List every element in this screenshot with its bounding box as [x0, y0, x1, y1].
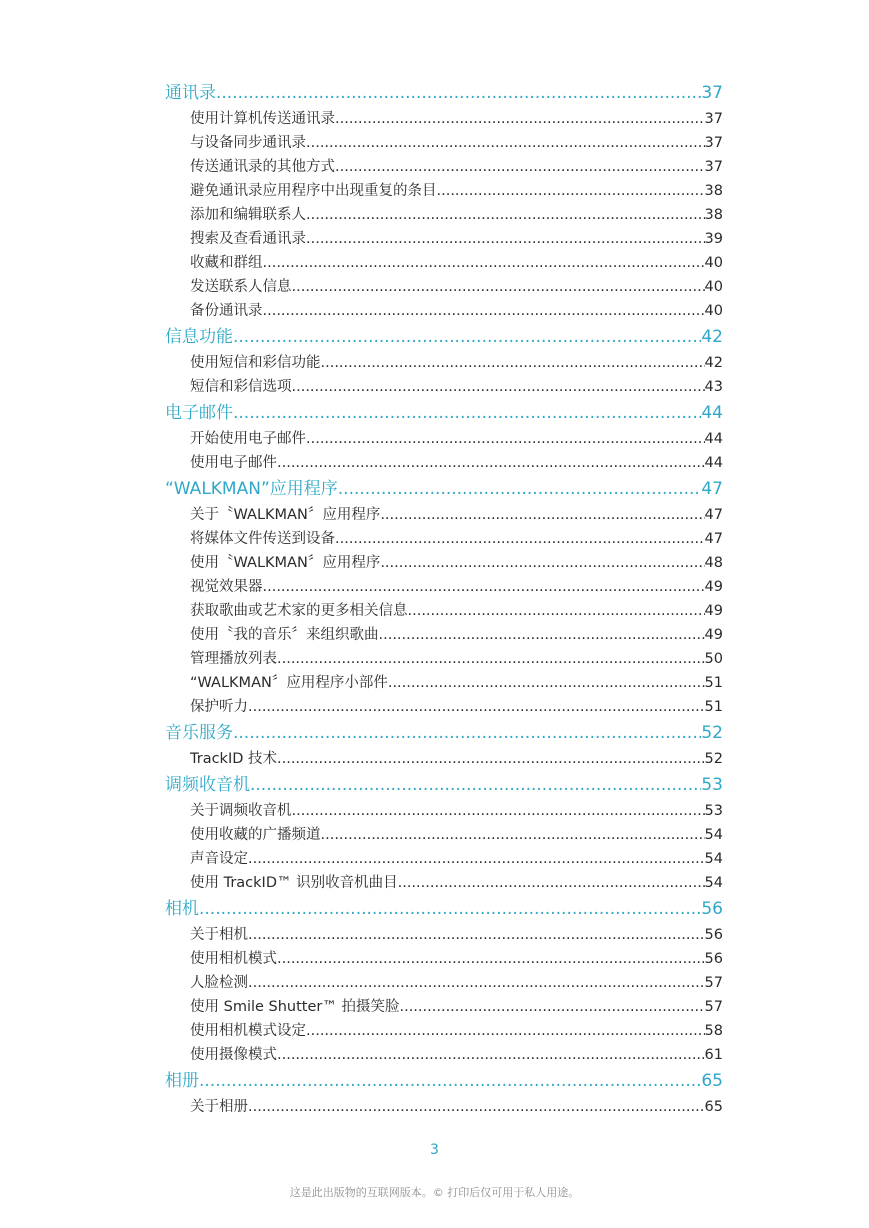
toc-entry-page: 65 — [704, 1099, 723, 1115]
toc-entry[interactable] — [165, 179, 723, 203]
toc-entry-page: 51 — [704, 699, 723, 715]
toc-entry-page: 47 — [704, 507, 723, 523]
dot-leader — [321, 351, 705, 375]
toc-heading[interactable] — [165, 772, 723, 799]
toc-heading[interactable] — [165, 1068, 723, 1095]
toc-entry-title: 使用 Smile Shutter™ 拍摄笑脸 — [190, 999, 400, 1015]
toc-entry[interactable] — [165, 923, 723, 947]
toc-entry-page: 61 — [704, 1047, 723, 1063]
toc-entry-page: 43 — [704, 379, 723, 395]
toc-entry-page: 49 — [704, 579, 723, 595]
toc-entry-page: 37 — [704, 159, 723, 175]
dot-leader — [248, 695, 705, 719]
toc-section — [165, 80, 723, 323]
toc-entry[interactable] — [165, 107, 723, 131]
toc-entry[interactable] — [165, 527, 723, 551]
toc-heading-title: 电子邮件 — [165, 403, 233, 423]
toc-entry-title: 声音设定 — [190, 851, 248, 867]
toc-entry[interactable] — [165, 671, 723, 695]
toc-entry-title: 人脸检测 — [190, 975, 248, 991]
toc-entry-title: 使用摄像模式 — [190, 1047, 277, 1063]
toc-section — [165, 324, 723, 399]
dot-leader — [388, 671, 705, 695]
toc-entry-page: 40 — [704, 255, 723, 271]
toc-entry-page: 42 — [704, 355, 723, 371]
dot-leader — [379, 623, 705, 647]
dot-leader — [292, 799, 705, 823]
toc-entry-title: 收藏和群组 — [190, 255, 263, 271]
toc-entry[interactable] — [165, 947, 723, 971]
toc-heading-page: 37 — [701, 83, 723, 103]
toc-heading-page: 42 — [701, 327, 723, 347]
toc-heading-title: 信息功能 — [165, 327, 233, 347]
dot-leader — [277, 947, 705, 971]
dot-leader — [335, 107, 705, 131]
dot-leader — [277, 747, 705, 771]
dot-leader — [335, 527, 705, 551]
dot-leader — [306, 227, 705, 251]
toc-section — [165, 1068, 723, 1119]
toc-entry[interactable] — [165, 799, 723, 823]
dot-leader — [398, 871, 705, 895]
toc-section — [165, 400, 723, 475]
toc-entry[interactable] — [165, 823, 723, 847]
toc-section — [165, 896, 723, 1067]
toc-entry-page: 49 — [704, 627, 723, 643]
toc-entry[interactable] — [165, 227, 723, 251]
dot-leader — [277, 451, 705, 475]
dot-leader — [408, 599, 705, 623]
toc-entry[interactable] — [165, 1043, 723, 1067]
toc-entry-title: 使用 TrackID™ 识别收音机曲目 — [190, 875, 398, 891]
toc-entry-page: 40 — [704, 303, 723, 319]
dot-leader — [399, 995, 704, 1019]
toc-entry-page: 44 — [704, 455, 723, 471]
dot-leader — [338, 476, 702, 503]
toc-heading[interactable] — [165, 400, 723, 427]
toc-heading[interactable] — [165, 896, 723, 923]
toc-entry-title: 将媒体文件传送到设备 — [190, 531, 335, 547]
toc-entry[interactable] — [165, 1095, 723, 1119]
toc-entry-page: 47 — [704, 531, 723, 547]
toc-heading-title: 调频收音机 — [165, 775, 250, 795]
dot-leader — [277, 1043, 705, 1067]
dot-leader — [233, 720, 701, 747]
dot-leader — [263, 299, 705, 323]
toc-entry[interactable] — [165, 251, 723, 275]
toc-heading-title: 相册 — [165, 1071, 199, 1091]
toc-entry[interactable] — [165, 995, 723, 1019]
toc-entry[interactable] — [165, 695, 723, 719]
dot-leader — [250, 772, 701, 799]
dot-leader — [321, 823, 705, 847]
table-of-contents — [165, 80, 723, 1120]
toc-entry[interactable] — [165, 747, 723, 771]
toc-entry-title: 使用计算机传送通讯录 — [190, 111, 335, 127]
toc-entry-title: 使用电子邮件 — [190, 455, 277, 471]
toc-entry-title: 使用收藏的广播频道 — [190, 827, 321, 843]
toc-entry-page: 38 — [704, 207, 723, 223]
toc-entry[interactable] — [165, 155, 723, 179]
toc-heading-title: 音乐服务 — [165, 723, 233, 743]
toc-heading-page: 65 — [701, 1071, 723, 1091]
toc-entry-page: 52 — [704, 751, 723, 767]
toc-entry[interactable] — [165, 351, 723, 375]
dot-leader — [380, 503, 704, 527]
dot-leader — [437, 179, 705, 203]
toc-entry-page: 48 — [704, 555, 723, 571]
toc-entry[interactable] — [165, 647, 723, 671]
toc-entry-title: 关于相册 — [190, 1099, 248, 1115]
toc-entry-title: 使用短信和彩信功能 — [190, 355, 321, 371]
toc-entry-page: 56 — [704, 951, 723, 967]
toc-entry-title: 开始使用电子邮件 — [190, 431, 306, 447]
dot-leader — [263, 575, 705, 599]
toc-entry-page: 37 — [704, 135, 723, 151]
toc-entry-title: 备份通讯录 — [190, 303, 263, 319]
toc-entry[interactable] — [165, 275, 723, 299]
toc-entry[interactable] — [165, 971, 723, 995]
toc-heading-page: 47 — [701, 479, 723, 499]
toc-heading[interactable] — [165, 720, 723, 747]
dot-leader — [292, 375, 705, 399]
dot-leader — [277, 647, 705, 671]
toc-entry-page: 58 — [704, 1023, 723, 1039]
dot-leader — [248, 847, 705, 871]
toc-entry[interactable] — [165, 871, 723, 895]
toc-entry-title: 短信和彩信选项 — [190, 379, 292, 395]
toc-entry-title: 关于调频收音机 — [190, 803, 292, 819]
toc-entry-title: 使用〝我的音乐〞来组织歌曲 — [190, 627, 379, 643]
dot-leader — [292, 275, 705, 299]
toc-entry[interactable] — [165, 575, 723, 599]
toc-entry-page: 54 — [704, 851, 723, 867]
dot-leader — [335, 155, 705, 179]
toc-entry-title: TrackID 技术 — [190, 751, 277, 767]
toc-entry[interactable] — [165, 599, 723, 623]
toc-entry-title: 避免通讯录应用程序中出现重复的条目 — [190, 183, 437, 199]
toc-heading[interactable] — [165, 80, 723, 107]
toc-entry-page: 38 — [704, 183, 723, 199]
toc-entry-title: 关于相机 — [190, 927, 248, 943]
toc-heading-page: 52 — [701, 723, 723, 743]
toc-entry-title: 使用相机模式设定 — [190, 1023, 306, 1039]
toc-entry-title: 使用〝WALKMAN〞应用程序 — [190, 555, 381, 571]
toc-section — [165, 476, 723, 719]
toc-entry-page: 57 — [704, 999, 723, 1015]
dot-leader — [248, 1095, 705, 1119]
page-number: 3 — [430, 1142, 439, 1158]
toc-entry[interactable] — [165, 427, 723, 451]
toc-entry[interactable] — [165, 551, 723, 575]
toc-entry-page: 50 — [704, 651, 723, 667]
toc-entry-title: 获取歌曲或艺术家的更多相关信息 — [190, 603, 408, 619]
toc-entry-title: 保护听力 — [190, 699, 248, 715]
dot-leader — [199, 896, 701, 923]
toc-entry[interactable] — [165, 1019, 723, 1043]
toc-heading-title: 通讯录 — [165, 83, 216, 103]
toc-entry[interactable] — [165, 623, 723, 647]
toc-heading-page: 56 — [701, 899, 723, 919]
dot-leader — [306, 1019, 705, 1043]
toc-entry-title: 使用相机模式 — [190, 951, 277, 967]
toc-entry-page: 49 — [704, 603, 723, 619]
toc-heading-title: 相机 — [165, 899, 199, 919]
toc-entry-page: 53 — [704, 803, 723, 819]
toc-entry-page: 44 — [704, 431, 723, 447]
toc-entry-title: 与设备同步通讯录 — [190, 135, 306, 151]
dot-leader — [248, 923, 705, 947]
toc-heading-page: 53 — [701, 775, 723, 795]
toc-entry-page: 40 — [704, 279, 723, 295]
toc-entry-page: 56 — [704, 927, 723, 943]
dot-leader — [233, 400, 701, 427]
toc-entry-title: 关于〝WALKMAN〞应用程序 — [190, 507, 381, 523]
toc-entry-title: 搜索及查看通讯录 — [190, 231, 306, 247]
dot-leader — [233, 324, 701, 351]
toc-entry[interactable] — [165, 299, 723, 323]
toc-entry-title: 视觉效果器 — [190, 579, 263, 595]
toc-entry-page: 39 — [704, 231, 723, 247]
toc-entry-title: 管理播放列表 — [190, 651, 277, 667]
toc-entry[interactable] — [165, 203, 723, 227]
footer-note: 这是此出版物的互联网版本。© 打印后仅可用于私人用途。 — [289, 1186, 580, 1199]
toc-entry[interactable] — [165, 503, 723, 527]
dot-leader — [306, 203, 705, 227]
toc-entry-page: 51 — [704, 675, 723, 691]
toc-entry-page: 37 — [704, 111, 723, 127]
toc-entry[interactable] — [165, 451, 723, 475]
toc-heading-title: “WALKMAN”应用程序 — [165, 479, 338, 499]
dot-leader — [216, 80, 701, 107]
toc-heading[interactable] — [165, 476, 723, 503]
dot-leader — [263, 251, 705, 275]
dot-leader — [199, 1068, 701, 1095]
toc-entry-page: 57 — [704, 975, 723, 991]
toc-section — [165, 772, 723, 895]
toc-entry-title: 添加和编辑联系人 — [190, 207, 306, 223]
toc-heading[interactable] — [165, 324, 723, 351]
toc-heading-page: 44 — [701, 403, 723, 423]
toc-entry[interactable] — [165, 131, 723, 155]
toc-section — [165, 720, 723, 771]
toc-entry-title: 发送联系人信息 — [190, 279, 292, 295]
toc-entry[interactable] — [165, 847, 723, 871]
toc-entry-title: “WALKMAN〞应用程序小部件 — [190, 675, 388, 691]
dot-leader — [306, 427, 705, 451]
dot-leader — [306, 131, 705, 155]
toc-entry-page: 54 — [704, 827, 723, 843]
toc-entry-page: 54 — [704, 875, 723, 891]
dot-leader — [380, 551, 704, 575]
dot-leader — [248, 971, 705, 995]
toc-entry[interactable] — [165, 375, 723, 399]
toc-entry-title: 传送通讯录的其他方式 — [190, 159, 335, 175]
